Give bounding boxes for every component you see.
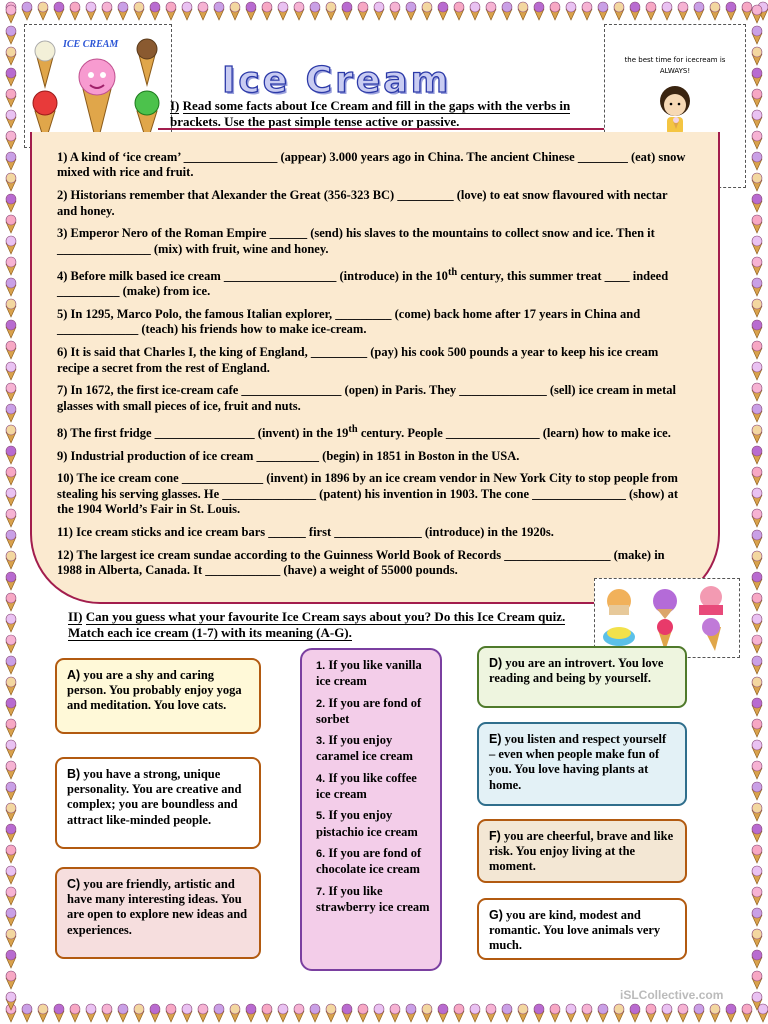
cone-icon — [420, 1, 434, 21]
cone-icon — [292, 1, 306, 21]
cone-icon — [750, 928, 764, 948]
cone-icon — [100, 1003, 114, 1023]
cone-icon — [228, 1003, 242, 1023]
cone-icon — [724, 1003, 738, 1023]
cone-icon — [4, 886, 18, 906]
cone-icon — [148, 1, 162, 21]
cone-icon — [750, 403, 764, 423]
cone-icon — [196, 1003, 210, 1023]
cone-icon — [4, 67, 18, 87]
question-2: 2) Historians remember that Alexander the Great (356-323 BC) _________ (love) to eat snow flavoured with nectar and honey. — [57, 188, 668, 218]
meaning-card-a — [55, 658, 261, 734]
cone-icon — [750, 298, 764, 318]
cone-icon — [4, 550, 18, 570]
cone-icon — [4, 4, 18, 24]
page-title: Ice Cream — [222, 60, 452, 101]
cone-icon — [4, 235, 18, 255]
cone-icon — [4, 529, 18, 549]
cone-icon — [612, 1003, 626, 1023]
cone-icon — [4, 130, 18, 150]
cone-icon — [4, 949, 18, 969]
cone-icon — [548, 1003, 562, 1023]
cone-icon — [4, 340, 18, 360]
cone-icon — [4, 151, 18, 171]
cone-icon — [4, 403, 18, 423]
cone-icon — [196, 1, 210, 21]
meaning-text-e: you listen and respect yourself – even when people make fun of you. You love having plants at home. — [489, 732, 667, 792]
cone-icon — [20, 1, 34, 21]
cone-icon — [750, 508, 764, 528]
cone-icon — [244, 1003, 258, 1023]
cone-icon — [20, 1003, 34, 1023]
cone-icon — [4, 634, 18, 654]
cone-icon — [308, 1, 322, 21]
cone-icon — [612, 1, 626, 21]
flavour-list — [300, 648, 442, 971]
cone-icon — [660, 1, 674, 21]
cone-icon — [644, 1, 658, 21]
cone-icon — [324, 1003, 338, 1023]
meaning-card-g — [477, 898, 687, 960]
cone-icon — [436, 1, 450, 21]
cone-border-left — [0, 0, 22, 1024]
cone-icon — [750, 592, 764, 612]
cone-icon — [404, 1003, 418, 1023]
cone-icon — [708, 1003, 722, 1023]
cone-icon — [356, 1, 370, 21]
cone-border-right — [746, 0, 768, 1024]
cone-icon — [580, 1, 594, 21]
cone-icon — [484, 1, 498, 21]
flavour-item-5: 5. If you enjoy pistachio ice cream — [316, 808, 418, 839]
cone-icon — [692, 1, 706, 21]
cone-icon — [660, 1003, 674, 1023]
cone-icon — [750, 634, 764, 654]
cone-icon — [4, 718, 18, 738]
cone-icon — [750, 760, 764, 780]
cone-icon — [4, 655, 18, 675]
question-1: 1) A kind of ‘ice cream’ _______________ (appear) 3.000 years ago in China. The ancient Chinese ________ (eat) snow mixed with rice and fruit. — [57, 150, 686, 180]
cone-icon — [260, 1, 274, 21]
cone-icon — [4, 109, 18, 129]
cone-icon — [596, 1003, 610, 1023]
cone-icon — [750, 109, 764, 129]
cone-icon — [4, 613, 18, 633]
cone-icon — [750, 382, 764, 402]
meaning-label-f: F) — [489, 829, 501, 843]
cone-icon — [532, 1, 546, 21]
cone-icon — [180, 1003, 194, 1023]
cone-icon — [84, 1003, 98, 1023]
cone-icon — [750, 193, 764, 213]
cone-icon — [68, 1, 82, 21]
section1-instructions: Read some facts about Ice Cream and fill in the gaps with the verbs in brackets. Use the past simple tense active or passive. — [170, 98, 571, 129]
meaning-text-c: you are friendly, artistic and have many interesting ideas. You are open to explore new ideas and experiences. — [67, 877, 248, 937]
cone-icon — [212, 1, 226, 21]
meaning-text-g: you are kind, modest and romantic. You love animals very much. — [489, 908, 661, 953]
meaning-card-c — [55, 867, 261, 959]
meaning-label-e: E) — [489, 732, 502, 746]
cone-icon — [4, 907, 18, 927]
cone-icon — [4, 781, 18, 801]
cone-icon — [4, 277, 18, 297]
cone-icon — [4, 802, 18, 822]
logo-text: ICE CREAM — [63, 39, 119, 50]
cone-icon — [4, 592, 18, 612]
question-11: 11) Ice cream sticks and ice cream bars ______ first ______________ (introduce) in the 1920s. — [57, 524, 554, 539]
question-8 — [57, 422, 689, 442]
cone-icon — [436, 1003, 450, 1023]
section1-number: I) — [170, 98, 180, 113]
cone-icon — [4, 46, 18, 66]
cone-icon — [750, 865, 764, 885]
cone-icon — [750, 844, 764, 864]
cone-icon — [516, 1003, 530, 1023]
question-8-superscript: th — [348, 423, 358, 435]
cone-icon — [750, 991, 764, 1011]
cone-icon — [4, 571, 18, 591]
cone-icon — [116, 1003, 130, 1023]
cone-icon — [516, 1, 530, 21]
question-10: 10) The ice cream cone _____________ (invent) in 1896 by an ice cream vendor in New York City to stop people from stealing his serving glasses. He _______________ (patent) his invention in 1903. The cone _______________ (show) at the 1904 World’s Fair in St. Louis. — [57, 471, 678, 517]
flavour-item-3: 3. If you enjoy caramel ice cream — [316, 733, 413, 764]
cone-icon — [260, 1003, 274, 1023]
cone-icon — [750, 466, 764, 486]
cone-icon — [750, 676, 764, 696]
cone-icon — [750, 88, 764, 108]
meaning-text-f: you are cheerful, brave and like risk. You enjoy living at the moment. — [489, 829, 674, 874]
cone-icon — [148, 1003, 162, 1023]
flavour-item-7: 7. If you like strawberry ice cream — [316, 883, 430, 914]
cone-icon — [132, 1003, 146, 1023]
cone-border-top — [0, 0, 768, 22]
cone-icon — [388, 1003, 402, 1023]
cone-icon — [750, 802, 764, 822]
cone-icon — [750, 256, 764, 276]
section2-heading — [68, 609, 588, 641]
cone-icon — [68, 1003, 82, 1023]
cone-icon — [468, 1, 482, 21]
cone-icon — [244, 1, 258, 21]
cone-icon — [750, 319, 764, 339]
cone-icon — [4, 172, 18, 192]
question-4-superscript: th — [447, 266, 458, 278]
cone-icon — [500, 1003, 514, 1023]
cone-icon — [750, 277, 764, 297]
section2-number: II) — [68, 609, 83, 624]
cone-icon — [500, 1, 514, 21]
flavour-item-4: 4. If you like coffee ice cream — [316, 770, 417, 801]
cone-icon — [276, 1003, 290, 1023]
question-8-part1: 8) The first fridge ________________ (invent) in the 19 — [57, 425, 349, 440]
questions-list — [57, 150, 689, 586]
cone-icon — [4, 844, 18, 864]
cone-icon — [564, 1, 578, 21]
cone-icon — [4, 361, 18, 381]
cone-icon — [372, 1, 386, 21]
cone-icon — [100, 1, 114, 21]
meaning-label-b: B) — [67, 767, 81, 781]
meaning-card-f — [477, 819, 687, 883]
cone-icon — [750, 4, 764, 24]
girl-with-icecream-icon — [653, 83, 697, 139]
cone-icon — [750, 571, 764, 591]
cone-icon — [340, 1003, 354, 1023]
cone-icon — [750, 151, 764, 171]
cone-icon — [4, 424, 18, 444]
cone-icon — [228, 1, 242, 21]
cone-icon — [644, 1003, 658, 1023]
cone-icon — [532, 1003, 546, 1023]
cone-icon — [116, 1, 130, 21]
question-3: 3) Emperor Nero of the Roman Empire ______ (send) his slaves to the mountains to collect snow and ice. Then it _______________ (mix) with fruit, wine and honey. — [57, 226, 655, 256]
question-9: 9) Industrial production of ice cream __________ (begin) in 1851 in Boston in the USA. — [57, 448, 520, 463]
cone-icon — [676, 1, 690, 21]
meaning-text-a: you are a shy and caring person. You probably enjoy yoga and meditation. You love cats. — [67, 668, 242, 713]
cone-icon — [750, 424, 764, 444]
cone-icon — [750, 886, 764, 906]
meaning-card-b — [55, 757, 261, 849]
meaning-text-b: you have a strong, unique personality. You are creative and complex; you are boundless and attract like-minded people. — [67, 767, 242, 827]
cone-icon — [564, 1003, 578, 1023]
cone-icon — [750, 46, 764, 66]
cone-icon — [372, 1003, 386, 1023]
meaning-label-a: A) — [67, 668, 81, 682]
cone-icon — [4, 88, 18, 108]
cone-icon — [580, 1003, 594, 1023]
section1-divider — [158, 128, 604, 130]
cone-icon — [4, 256, 18, 276]
cone-icon — [724, 1, 738, 21]
cone-icon — [548, 1, 562, 21]
cone-icon — [484, 1003, 498, 1023]
cone-icon — [4, 739, 18, 759]
cone-icon — [4, 319, 18, 339]
question-4-part2: century, this summer treat ____ indeed __________ (make) from ice. — [57, 268, 669, 299]
cone-icon — [676, 1003, 690, 1023]
cone-icon — [452, 1, 466, 21]
cone-icon — [52, 1, 66, 21]
cone-icon — [750, 487, 764, 507]
cone-icon — [4, 382, 18, 402]
cartoon-caption: the best time for icecream is ALWAYS! — [624, 56, 726, 75]
cone-icon — [4, 214, 18, 234]
cone-border-bottom — [0, 1002, 768, 1024]
cone-icon — [750, 718, 764, 738]
cone-icon — [628, 1003, 642, 1023]
cone-icon — [308, 1003, 322, 1023]
meaning-card-e — [477, 722, 687, 806]
flavour-item-6: 6. If you are fond of chocolate ice cream — [316, 845, 422, 877]
cone-icon — [4, 928, 18, 948]
cone-icon — [4, 298, 18, 318]
watermark: iSLCollective.com — [620, 988, 724, 1002]
cone-icon — [4, 508, 18, 528]
meaning-label-d: D) — [489, 656, 503, 670]
cone-icon — [750, 949, 764, 969]
cone-icon — [452, 1003, 466, 1023]
cone-icon — [356, 1003, 370, 1023]
cone-icon — [750, 781, 764, 801]
section2-instructions: Can you guess what your favourite Ice Cream says about you? Do this Ice Cream quiz. Match each ice cream (1-7) with its meaning (A-G). — [68, 609, 566, 640]
cone-icon — [692, 1003, 706, 1023]
cone-icon — [180, 1, 194, 21]
cone-icon — [750, 445, 764, 465]
cone-icon — [750, 970, 764, 990]
cone-icon — [750, 550, 764, 570]
cone-icon — [164, 1003, 178, 1023]
cone-icon — [4, 760, 18, 780]
flavour-item-1: 1. If you like vanilla ice cream — [316, 658, 422, 689]
cone-icon — [750, 361, 764, 381]
question-5: 5) In 1295, Marco Polo, the famous Italian explorer, _________ (come) back home after 17 years in China and _____________ (teach) his friends how to make ice-cream. — [57, 306, 641, 337]
cone-icon — [292, 1003, 306, 1023]
cone-icon — [52, 1003, 66, 1023]
cone-icon — [4, 823, 18, 843]
meaning-label-g: G) — [489, 908, 503, 922]
cone-icon — [4, 991, 18, 1011]
cone-icon — [388, 1, 402, 21]
cone-icon — [340, 1, 354, 21]
cone-icon — [4, 970, 18, 990]
cone-icon — [750, 235, 764, 255]
cone-icon — [750, 529, 764, 549]
cone-icon — [276, 1, 290, 21]
ice-cream-logo-image — [24, 24, 172, 148]
cone-icon — [4, 676, 18, 696]
cone-icon — [212, 1003, 226, 1023]
meaning-text-d: you are an introvert. You love reading and being by yourself. — [489, 656, 664, 686]
cone-icon — [420, 1003, 434, 1023]
cone-icon — [750, 130, 764, 150]
cone-icon — [750, 214, 764, 234]
cone-icon — [4, 487, 18, 507]
cone-icon — [4, 865, 18, 885]
cone-icon — [596, 1, 610, 21]
cone-icon — [750, 739, 764, 759]
cone-icon — [36, 1003, 50, 1023]
cone-icon — [750, 907, 764, 927]
cone-icon — [4, 193, 18, 213]
question-4-part1: 4) Before milk based ice cream __________________ (introduce) in the 10 — [57, 268, 448, 283]
question-12: 12) The largest ice cream sundae according to the Guinness World Book of Records _________________ (make) in 1988 in Alberta, Canada. It ____________ (have) a weight of 55000 pounds. — [57, 547, 665, 578]
cone-icon — [84, 1, 98, 21]
cone-icon — [4, 445, 18, 465]
question-6: 6) It is said that Charles I, the king of England, _________ (pay) his cook 500 pounds a year to keep his ice cream recipe a secret from the rest of England. — [57, 345, 659, 375]
cone-icon — [750, 697, 764, 717]
cone-icon — [628, 1, 642, 21]
cone-icon — [404, 1, 418, 21]
question-7: 7) In 1672, the first ice-cream cafe ________________ (open) in Paris. They ______________ (sell) ice cream in metal glasses with small pieces of ice, fruit and nuts. — [57, 383, 676, 413]
cone-icon — [708, 1, 722, 21]
cone-icon — [324, 1, 338, 21]
meaning-card-d — [477, 646, 687, 708]
cone-icon — [750, 823, 764, 843]
cone-icon — [750, 67, 764, 87]
cone-icon — [164, 1, 178, 21]
question-8-part2: century. People _______________ (learn) how to make ice. — [357, 425, 671, 440]
cone-icon — [750, 172, 764, 192]
section1-heading — [170, 98, 598, 130]
cone-icon — [750, 340, 764, 360]
question-4 — [57, 265, 689, 300]
cone-icon — [132, 1, 146, 21]
flavour-item-2: 2. If you are fond of sorbet — [316, 695, 422, 726]
cone-icon — [750, 25, 764, 45]
cone-icon — [4, 25, 18, 45]
cone-icon — [468, 1003, 482, 1023]
cone-icon — [4, 697, 18, 717]
cone-icon — [36, 1, 50, 21]
cone-icon — [4, 466, 18, 486]
cone-icon — [750, 613, 764, 633]
cone-icon — [750, 655, 764, 675]
meaning-label-c: C) — [67, 877, 81, 891]
